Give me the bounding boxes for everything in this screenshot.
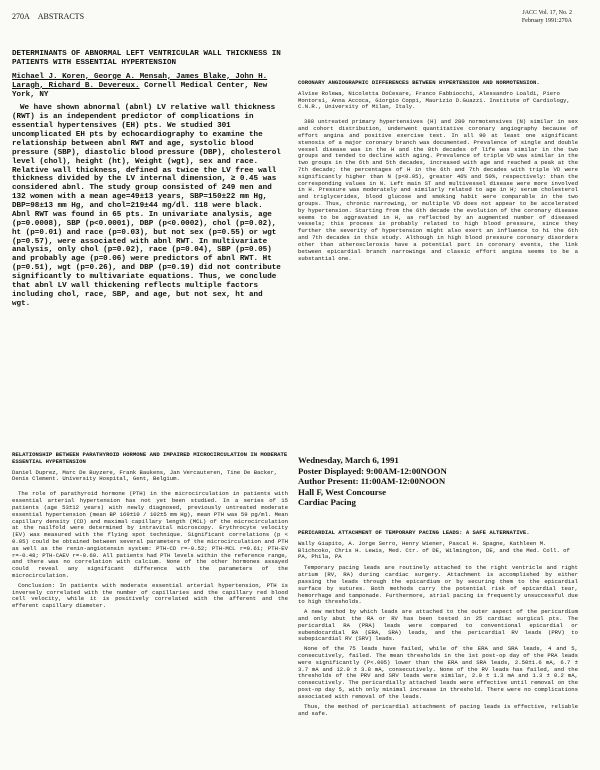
abstract-authors: Daniel Duprez, Marc De Buyzere, Frank Baukens, Jan Vercauteren, Tine De Backer, Denis Clement. University Hospital, Gent, Belgium. [12,468,278,483]
abstract-coronary-angiography [298,80,578,340]
abstract-title: DETERMINANTS OF ABNORMAL LEFT VENTRICULAR WALL THICKNESS IN PATIENTS WITH ESSENTIAL HYPERTENSION [12,50,281,67]
abstract-parathyroid-hormone [12,452,288,762]
abstract-paragraph: Temporary pacing leads are routinely attached to the right ventricle and right atrium (RV, RA) during cardiac surgery. Attachment is accomplished by either passing the leads through the epicardium or by securing them to the epicardial surface by sutures. Both methods carry the potential risk of epicardial tear, hemorrhage and tamponade. Furthermore, atrial pacing is frequently unsuccessful due to high thresholds. [298,564,578,606]
session-heading [298,455,578,525]
section-title: ABSTRACTS [37,12,85,21]
abstract-affiliation: Cornell Medical Center, New York, NY [12,81,268,99]
session-date: Wednesday, March 6, 1991 [298,455,399,465]
abstract-paragraph: None of the 75 leads have failed, while of the ERA and SRA leads, 4 and 5, consecutively, failed. The mean thresholds in the 1st post-op day of the PRA leads were significantly (P<.005) lower than the ERA and SRA leads, 2.50±1.6 mA, 6.7 ± 3.7 mA and 12.0 ± 3.8 mA, consecutively. None of the RV leads has failed, and the thresholds of the PRV and SRV leads were similar, 2.0 ± 1.3 mA and 1.3 ± 0.2 mA, consecutively. The pericardially attached leads were effective until removal on the post-op day 5, with only minimal increase in threshold. There were no complications associated with removal of the leads. [298,645,578,700]
abstract-conclusion: Conclusion: In patients with moderate essential arterial hypertension, PTH is inversely correlated with the number of capillaries and the capillary red blood cell velocity, while it is positively correlated with the afferent and the efferent capillary diameter. [12,581,288,610]
abstract-body: The role of parathyroid hormone (PTH) in the microcirculation in patients with essential arterial hypertension has not yet been studied. In a series of 15 patients (age 53±12 years) with newly diagnosed, previously untreated moderate essential hypertension (mean BP 169±10 / 102±5 mm Hg), mean PTH was 59 pg/ml. Mean capillary density (CD) and maximal capillary length (MCL) of the microcirculation at the nailfold were determined by intravital microscopy. Erythrocyte velocity (EV) was measured with the flying spot technique. Significant correlations (p < 0.05) could be obtained between several parameters of the microcirculation and PTH as well as the renin-angiotensin system: PTH-CD r=-0.52; PTH-MCL r=0.61; PTH-EV r=-0.48; PTH-CAEV r=-0.60. All patients had PTH levels within the reference range, and there was no correlation with calcium. None of the other hormones assayed could reveal any significant difference with the parameters of the microcirculation. [12,490,288,579]
session-poster-time: Poster Displayed: 9:00AM-12:00NOON [298,465,447,476]
abstract-title: RELATIONSHIP BETWEEN PARATHYROID HORMONE AND IMPAIRED MICROCIRCULATION IN MODERATE ESSENTIAL HYPERTENSION [12,452,288,465]
session-location: Hall F, West Concourse [298,486,386,497]
page-number-section [12,12,84,21]
abstract-lv-wall-thickness [12,50,284,342]
abstract-title: PERICARDIAL ATTACHMENT OF TEMPORARY PACING LEADS: A SAFE ALTERNATIVE. [298,530,530,536]
abstract-paragraph: A new method by which leads are attached to the outer aspect of the pericardium and only abut the RA or RV has been tested in 25 cardiac surgical pts. The pericardial RA (PRA) leads were compared to conventional epicardial or subendocardial RA (ERA, SRA) leads, and the pericardial RV leads (PRV) to subepicardial RV (SRV) leads. [298,608,578,643]
journal-citation [522,10,572,25]
session-topic: Cardiac Pacing [298,497,356,508]
abstract-authors [12,73,284,100]
page-number: 270A [12,12,30,21]
abstract-pacing-leads [298,530,578,764]
abstract-author-list: Michael J. Koren, George A. Mensah, James Blake, John H. Laragh, Richard B. Devereux. [12,72,268,90]
session-author-time: Author Present: 11:00AM-12:00NOON [298,476,446,487]
journal-issue: February 1991:270A [521,17,572,24]
page-header [0,0,600,34]
abstract-authors: Alvise Rolewa, Nicoletta DoCesare, Franco Fabbiocchi, Alessandro Loaldi, Piero Montorsi, Anna Accoca, Giorgio Coppi, Maurizio D.Guazzi. Institute of Cardiology, C.N.R., University of Milan, Italy. [298,89,570,111]
abstract-body: We have shown abnormal (abnl) LV relative wall thickness (RWT) is an independent predictor of complications in essential hypertensives (EH) pts. We studied 301 uncomplicated EH pts by echocardiography to examine the relationship between abnl RWT and age, systolic blood pressure (SBP), diastolic blood pressure (DBP), cholesterol level (chol), height (ht), Weight (wgt), sex and race. Relative wall thickness, defined as twice the LV free wall thickness divided by the LV internal dimension, ≥ 0.45 was considered abnl. The study group consisted of 249 men and 132 women with a mean age=49±13 years, SBP=150±22 mm Hg, DBP=98±13 mm Hg, and chol=219±44 mg/dl. 118 were black. Abnl RWT was found in 65 pts. In univariate analysis, age (p=0.0008), SBP (p<0.0001), DBP (p<0.0002), chol (p=0.02), ht (p=0.01) and race (p=0.03), but not sex (p=0.55) or wgt (p=0.57), were associated with abnl RWT. In multivariate analysis, only chol (p=0.02), race (p=0.04), SBP (p=0.05) and probably age (p=0.06) were predictors of abnl RWT. Ht (p=0.51), wgt (p=0.26), and DBP (p=0.19) did not contribute significantly to multivariate equations. Thus, we conclude that abnl LV wall thickening reflects multiple factors including chol, race, SBP, and age, but not sex, ht and wgt. [12,104,281,308]
journal-volume: JACC Vol. 17, No. 2 [522,10,572,16]
abstract-title: CORONARY ANGIOGRAPHIC DIFFERENCES BETWEEN HYPERTENSION AND NORMOTENSION. [298,80,540,86]
abstract-authors: Wally Giapito, A. Jorge Serro, Henry Wiener, Pascal H. Spagne, Kathleen M. Blichcoko, Chris H. Lewis, Med. Ctr. of DE, Wilmington, DE, and the Med. Coll. of PA, Phila, PA [298,539,570,561]
abstract-body: 388 untreated primary hypertensives (H) and 280 normotensives (N) similar in sex and cohort distribution, underwent quantitative coronary angiography because of effort angina and positive exercise test. In all 90 at least one significant stenosis of a major coronary branch was documented. Prevalence of single and double vessel disease was in the H and the 8th decades of life was similar in the two groups and tended to decline with aging. Prevalence of triple VD was similar in the two groups in the 6th and 5th decades, increased with age and reached a peak at the 7th decade; the percentages of H in the 6th and 7th decades with triple VD were significantly higher than N (p<0.05), greater 46% and 50%, respectively: than the corresponding values in N. Left main ST and multivessel disease were more involved in H. Pressure was moderately and similarly related to age in H; serum cholesterol and triglycerides, blood glucose and smoking habit were comparable in the two groups. Thus, chronic narrowing, or multiple VD does not appear to be accelerated by hypertension. Starting from the 6th decade the evolution of the coronary disease seems to be aggravated in H, as reflected by an augmented number of diseased vessels; this process is probably related to high blood pressure, since they further the severity of hypertension might also exert an influence to hi the 6th and 7th decades in this study. Although in high blood pressure coronary disorders other than atherosclerosis have a potential part in coronary events, the link between epicardial branch narrowings and classic effort angina seems to be a substantial one. [298,118,578,262]
abstract-paragraph: Thus, the method of pericardial attachment of pacing leads is effective, reliable and safe. [298,702,578,717]
